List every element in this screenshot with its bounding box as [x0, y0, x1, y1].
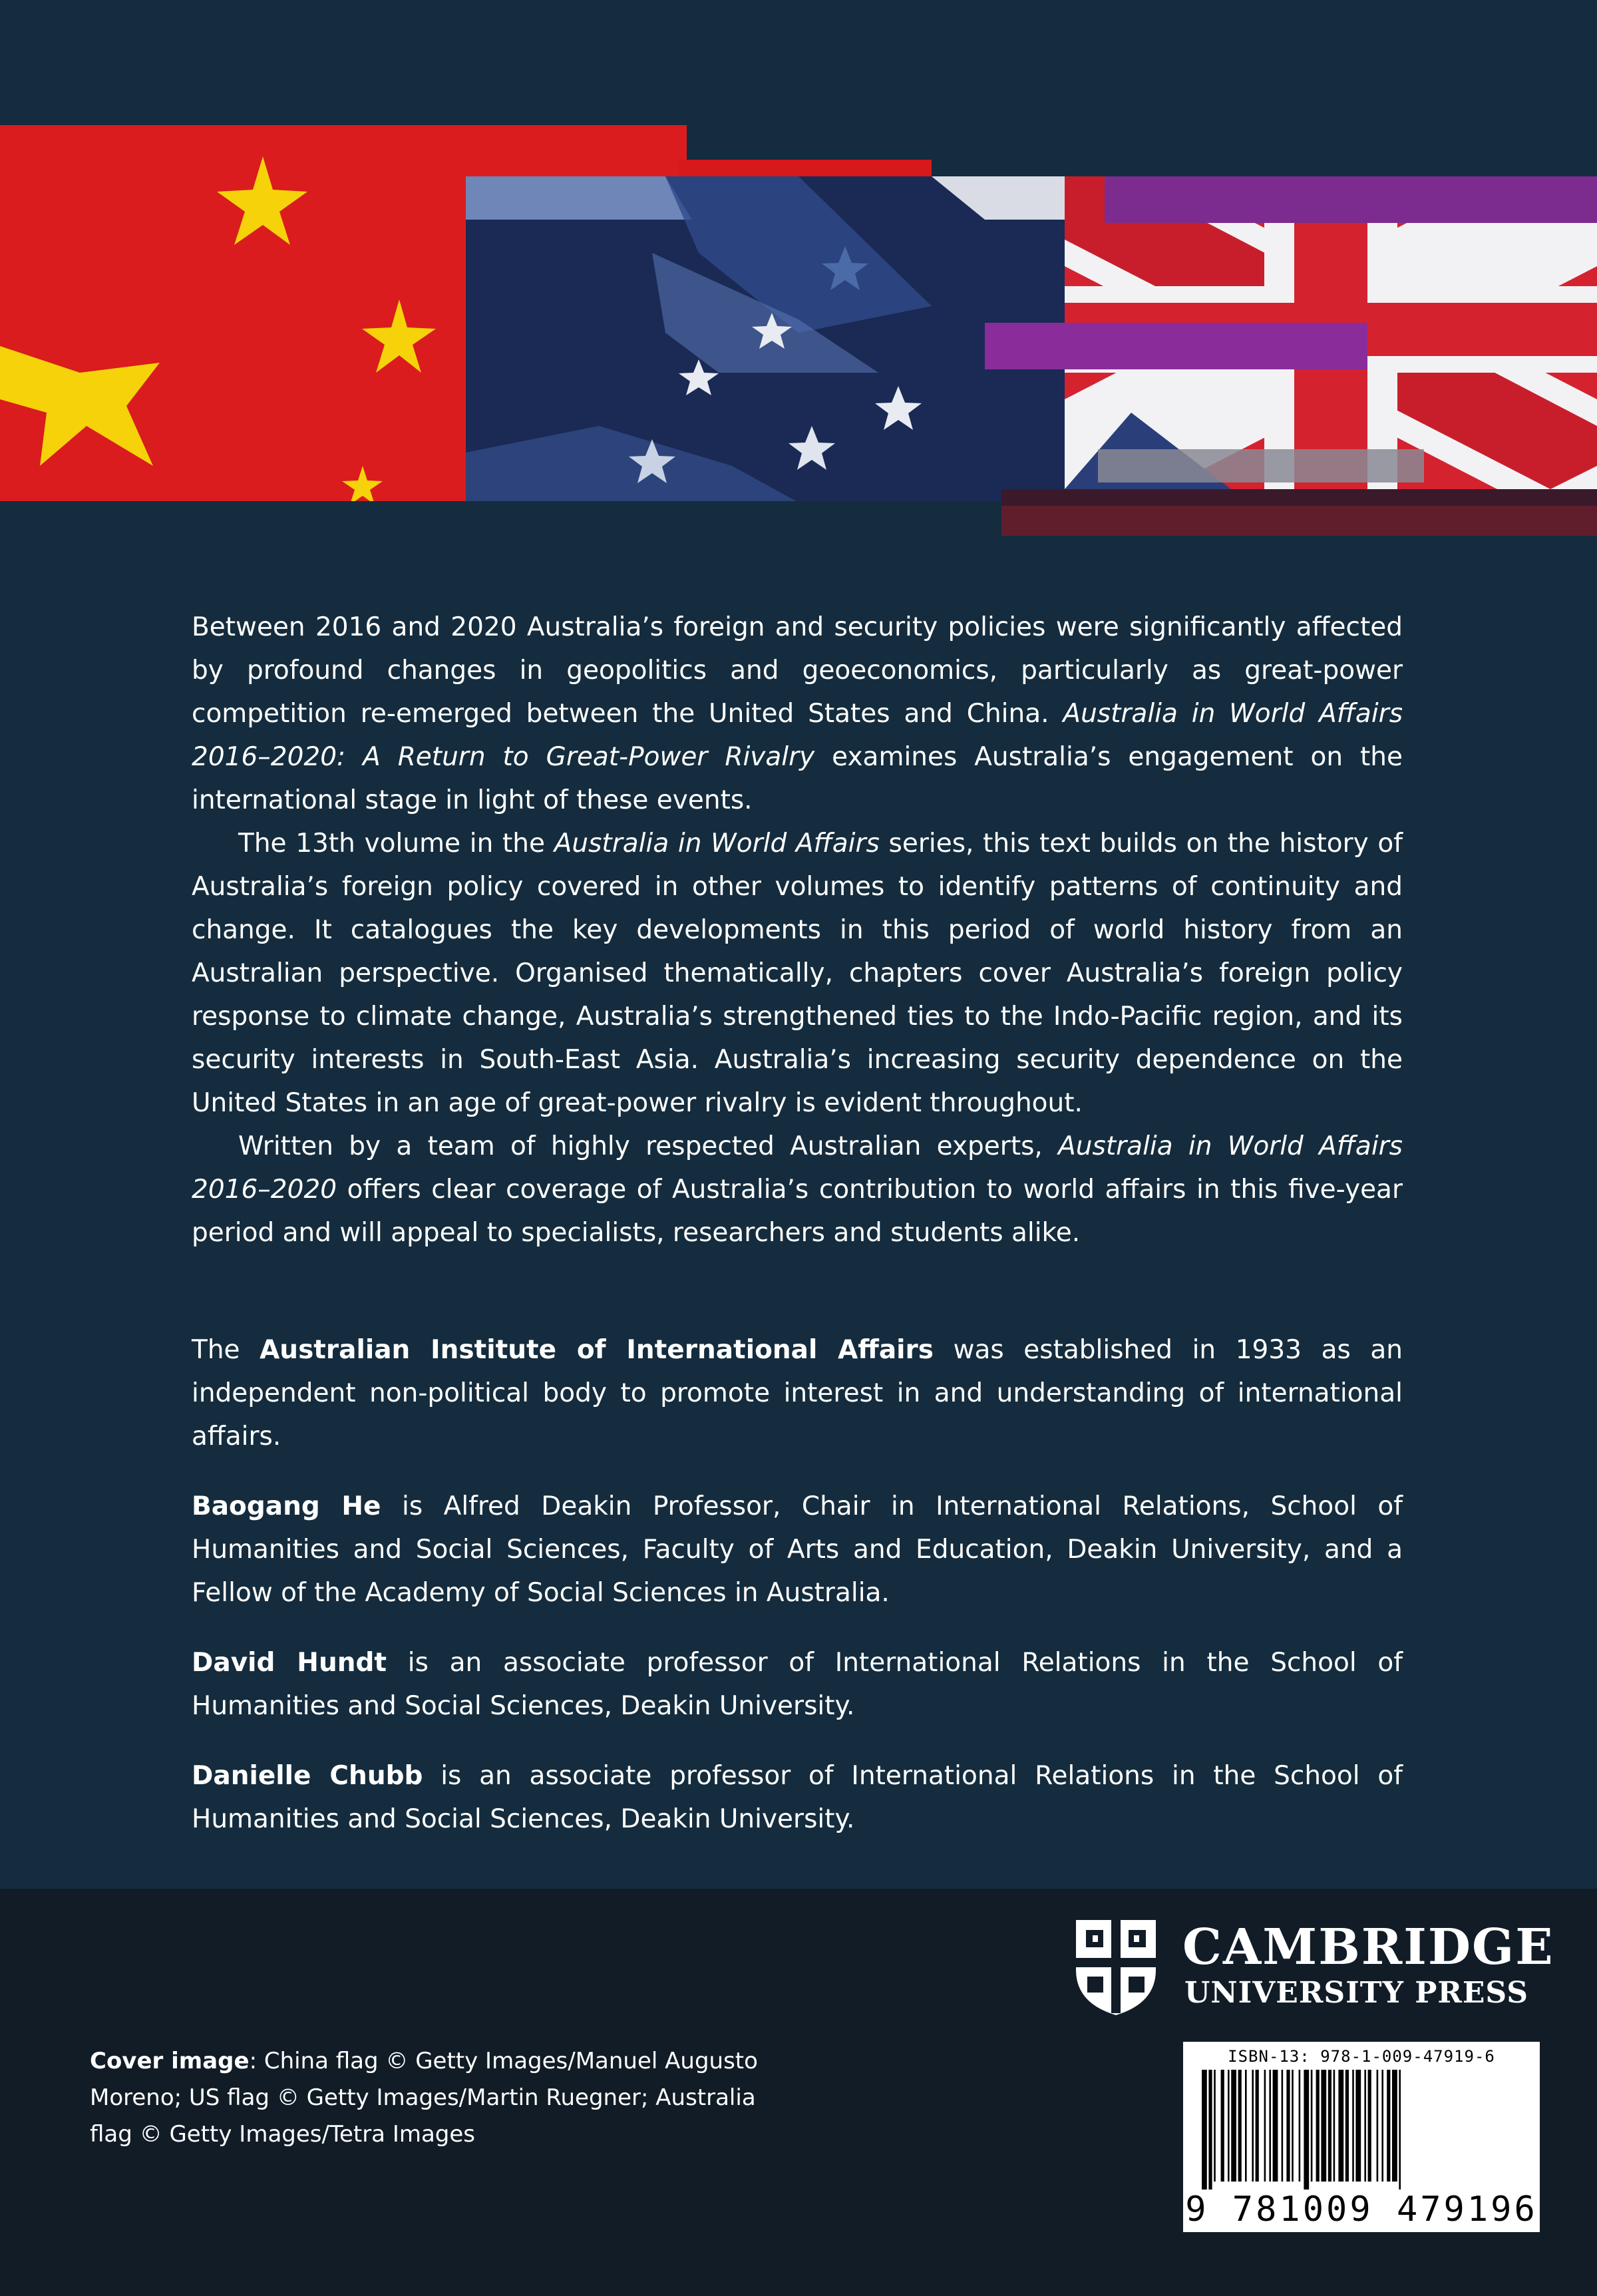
book-title-italic: Australia in World Affairs 2016–2020: [192, 1131, 1403, 1205]
description-text: Between 2016 and 2020 Australia’s foreign and security policies were significantly affected by profound changes in geopolitics and geoeconomics, particularly as great-power competition re-emerged between the United States and China.: [192, 612, 1403, 729]
barcode-bar: [1264, 2070, 1266, 2182]
barcode-bar: [1377, 2070, 1379, 2182]
cover-image-credit: [90, 2043, 782, 2153]
institute-name: Australian Institute of International Affairs: [260, 1335, 934, 1365]
description-paragraph: [192, 606, 1403, 822]
barcode-bar: [1273, 2070, 1278, 2182]
book-title-italic: Australia in World Affairs 2016–2020: A Return to Great-Power Rivalry: [192, 699, 1403, 772]
isbn-label: ISBN-13: 978-1-009-47919-6: [1228, 2047, 1495, 2066]
barcode-bar: [1311, 2070, 1313, 2182]
barcode-bar: [1304, 2070, 1309, 2190]
cambridge-shield-icon: [1073, 1917, 1159, 2016]
barcode-bar: [1256, 2070, 1259, 2182]
barcode-bar: [1231, 2070, 1236, 2182]
barcode-bar: [1333, 2070, 1335, 2182]
author-name: Danielle Chubb: [192, 1761, 423, 1791]
barcode-bar: [1282, 2070, 1284, 2182]
credit-label: Cover image: [90, 2048, 250, 2074]
barcode-bars: [1195, 2070, 1528, 2190]
back-cover-footer: [0, 1889, 1597, 2296]
author-bio-chubb: Danielle Chubb is an associate professor of International Relations in the School of Humanities and Social Sciences, Deakin University.: [192, 1761, 1403, 1834]
author-bios: [192, 1328, 1403, 1867]
author-bio-he: Baogang He is Alfred Deakin Professor, Chair in International Relations, School of Humanities and Social Sciences, Faculty of Arts and Education, Deakin University, and a Fellow of the Academy of Social Sciences in Australia.: [192, 1491, 1403, 1608]
barcode-bar: [1214, 2070, 1216, 2182]
description-text: examines Australia’s engagement on the international stage in light of these events.: [192, 742, 1403, 815]
description-text: series, this text builds on the history of Australia’s foreign policy covered in other volumes to identify patterns of continuity and change. It catalogues the key developments in this period of world history from an Australian perspective. Organised thematically, chapters cover Australia’s foreign policy response to climate change, Australia’s strengthened ties to the Indo-Pacific region, and its security interests in South-East Asia. Australia’s increasing security dependence on the United States in an age of great-power rivalry is evident throughout.: [192, 829, 1403, 1118]
barcode-bar: [1221, 2070, 1224, 2182]
book-description: [192, 606, 1403, 1254]
description-paragraph: [192, 1125, 1403, 1254]
barcode-bar: [1269, 2070, 1271, 2182]
isbn-barcode: [1183, 2042, 1540, 2232]
barcode-bar: [1321, 2070, 1326, 2182]
barcode-bar: [1228, 2070, 1230, 2182]
barcode-bar: [1355, 2070, 1361, 2182]
barcode-bar: [1299, 2070, 1301, 2182]
barcode-bar: [1399, 2070, 1401, 2190]
author-bio-hundt: David Hundt is an associate professor of International Relations in the School of Humanities and Social Sciences, Deakin University.: [192, 1648, 1403, 1721]
barcode-bar: [1292, 2070, 1294, 2182]
barcode-bar: [1202, 2070, 1207, 2190]
barcode-bar: [1345, 2070, 1349, 2182]
description-paragraph: [192, 822, 1403, 1125]
barcode-bar: [1286, 2070, 1290, 2182]
publisher-logo: [1073, 1917, 1554, 2016]
barcode-bar: [1252, 2070, 1254, 2182]
barcode-bar: [1364, 2070, 1366, 2182]
barcode-bar: [1392, 2070, 1397, 2182]
author-name: David Hundt: [192, 1648, 387, 1678]
barcode-digits: 9 781009 479196: [1185, 2190, 1538, 2229]
barcode-bar: [1208, 2070, 1212, 2190]
description-text: offers clear coverage of Australia’s contribution to world affairs in this five-year period and will appeal to specialists, researchers and students alike.: [192, 1175, 1403, 1248]
credit-text: : China flag © Getty Images/Manuel Augusto Moreno; US flag © Getty Images/Martin Ruegner; Australia flag © Getty Images/Tetra Images: [90, 2048, 758, 2148]
publisher-name: CAMBRIDGE: [1182, 1919, 1554, 1976]
barcode-bar: [1381, 2070, 1383, 2182]
barcode-bar: [1387, 2070, 1390, 2182]
cover-flag-banner: [0, 0, 1597, 546]
barcode-bar: [1238, 2070, 1242, 2182]
institute-bio: The Australian Institute of International Affairs was established in 1933 as an independent non-political body to promote interest in and understanding of international affairs.: [192, 1335, 1403, 1451]
barcode-bar: [1328, 2070, 1331, 2182]
barcode-bar: [1368, 2070, 1371, 2182]
author-name: Baogang He: [192, 1491, 381, 1521]
barcode-bar: [1316, 2070, 1320, 2182]
barcode-bar: [1352, 2070, 1354, 2182]
barcode-bar: [1245, 2070, 1247, 2182]
description-text: Written by a team of highly respected Australian experts,: [238, 1131, 1059, 1161]
barcode-bar: [1338, 2070, 1343, 2182]
description-text: The 13th volume in the: [238, 829, 554, 859]
series-title-italic: Australia in World Affairs: [554, 829, 880, 859]
publisher-subname: UNIVERSITY PRESS: [1184, 1976, 1529, 2010]
